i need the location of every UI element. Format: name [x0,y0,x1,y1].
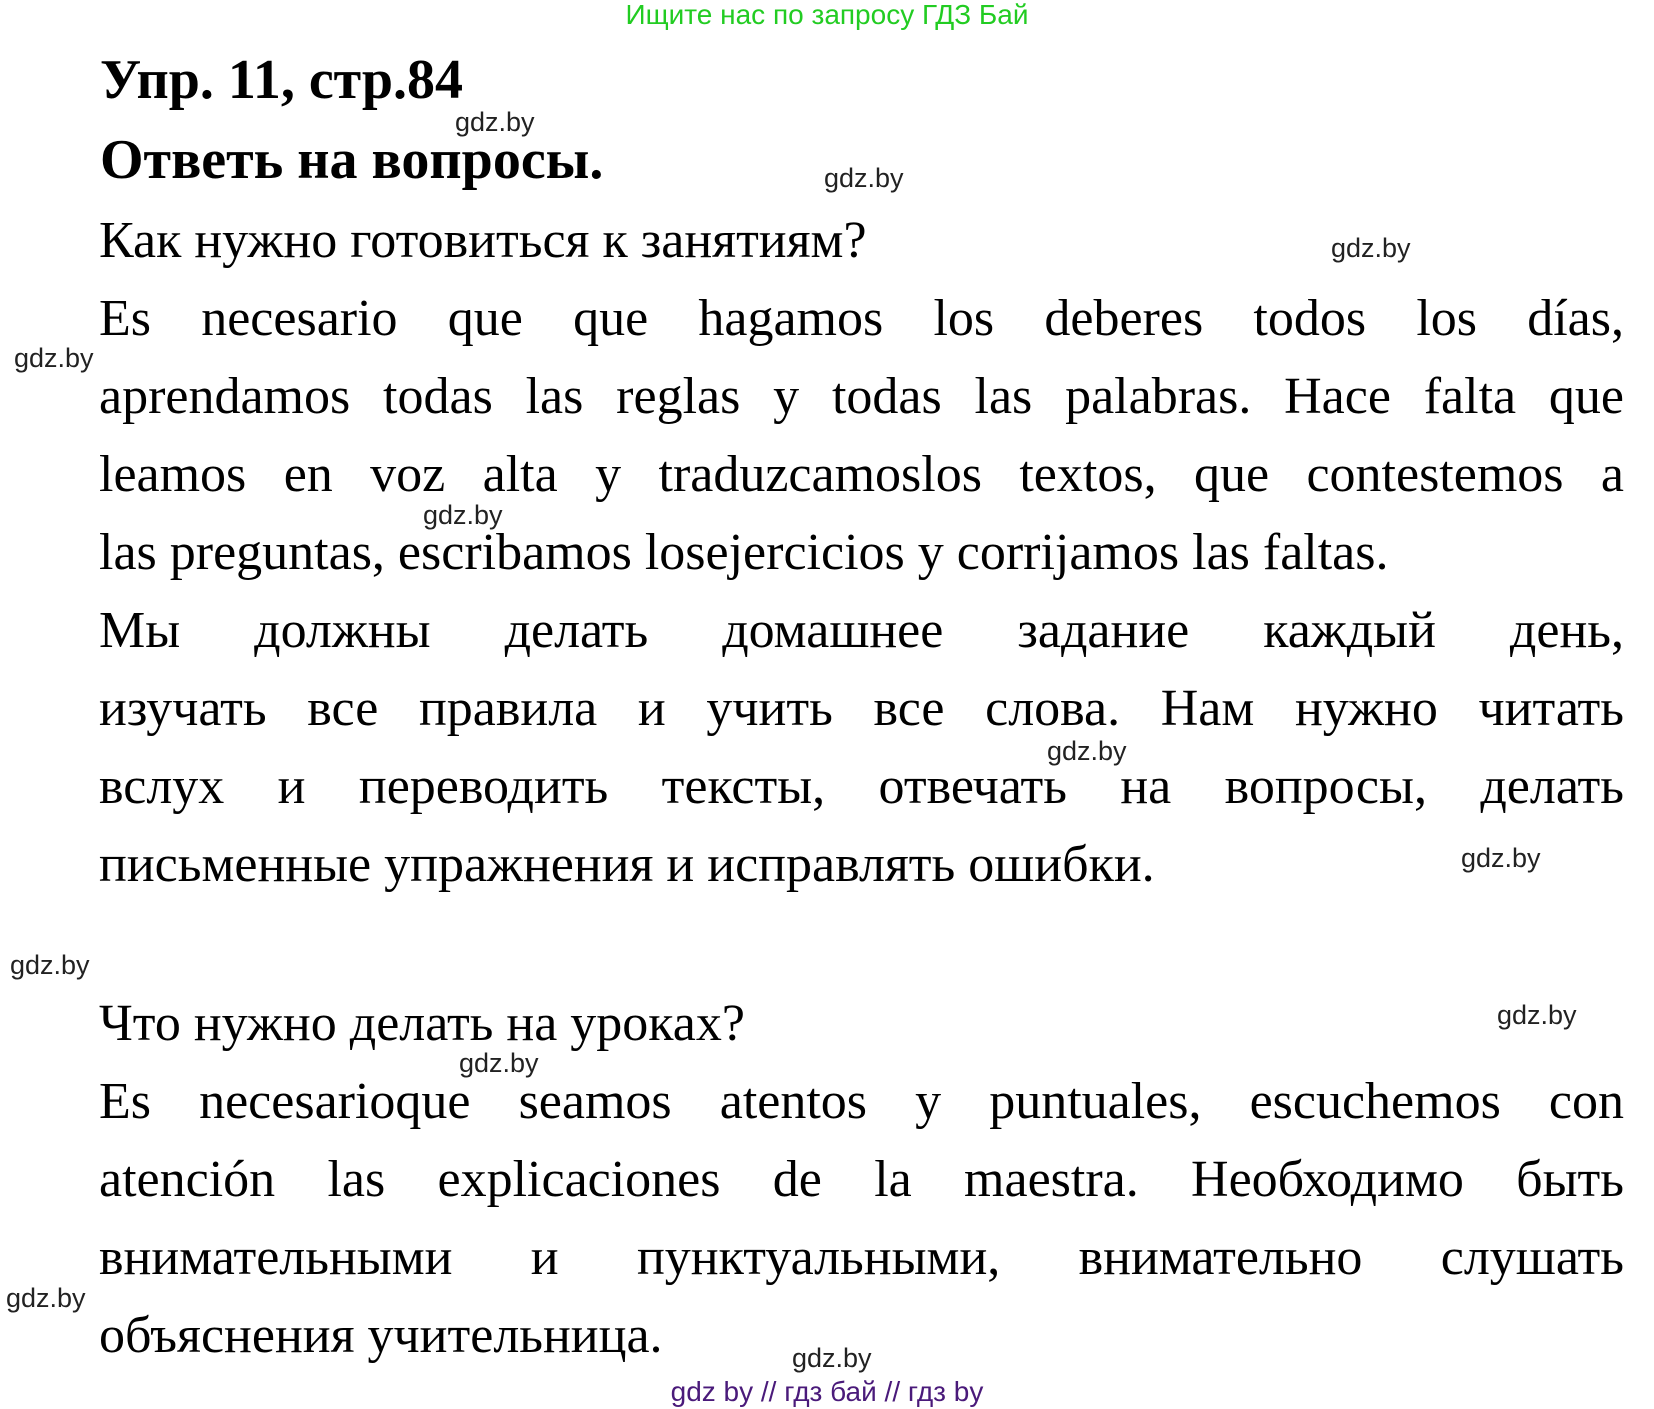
footer-links: gdz by // гдз бай // гдз by [670,1376,984,1407]
answer-line: aprendamos todas las reglas y todas las palabras. Hace falta que [99,368,1624,425]
watermark: gdz.by [1331,233,1411,263]
watermark: gdz.by [792,1343,872,1373]
exercise-title: Упр. 11, стр.84 [100,49,464,111]
watermark: gdz.by [6,1283,86,1313]
section-2 [99,985,1624,1375]
section-1 [99,202,1624,904]
translation-line: изучать все правила и учить все слова. Нам нужно читать [99,680,1624,737]
translation-line: вслух и переводить тексты, отвечать на вопросы, делать [99,758,1624,815]
question-1: Как нужно готовиться к занятиям? [99,212,867,269]
search-banner: Ищите нас по запросу ГДЗ Бай [625,0,1029,30]
answer-line: las preguntas, escribamos losejercicios y corrijamos las faltas. [99,524,1389,581]
translation-line: Мы должны делать домашнее задание каждый день, [99,602,1624,659]
watermark: gdz.by [423,500,503,530]
answer-line: atención las explicaciones de la maestra. Необходимо быть [99,1151,1624,1208]
answer-line: внимательными и пунктуальными, внимательно слушать [99,1229,1624,1286]
watermark: gdz.by [455,107,535,137]
watermark: gdz.by [1461,843,1541,873]
answer-line: объяснения учительница. [99,1307,663,1364]
translation-line: письменные упражнения и исправлять ошибки. [99,836,1155,893]
answer-line: Es necesarioque seamos atentos y puntuales, escuchemos con [99,1073,1624,1130]
watermark: gdz.by [14,343,94,373]
watermark: gdz.by [1047,736,1127,766]
answer-line: leamos en voz alta y traduzcamoslos textos, que contestemos a [99,446,1624,503]
question-2: Что нужно делать на уроках? [99,995,745,1052]
watermark: gdz.by [10,950,90,980]
answer-line: Es necesario que que hagamos los deberes todos los días, [99,290,1624,347]
watermark: gdz.by [459,1048,539,1078]
watermark: gdz.by [824,163,904,193]
instruction-heading: Ответь на вопросы. [100,129,604,191]
watermark: gdz.by [1497,1000,1577,1030]
